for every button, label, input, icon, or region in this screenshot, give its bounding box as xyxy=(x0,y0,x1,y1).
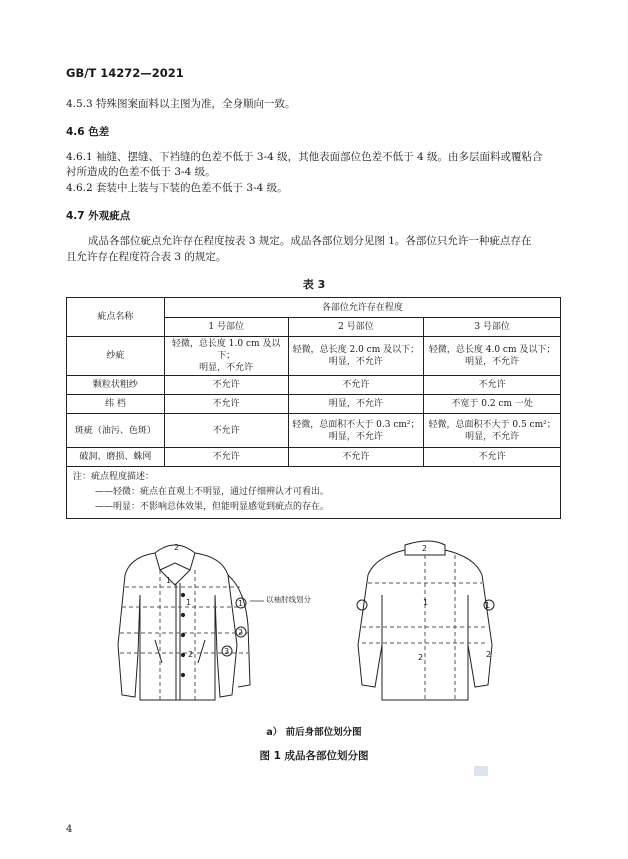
back-jacket-drawing xyxy=(357,541,494,700)
back-label: 2 xyxy=(422,544,428,553)
clause-4-7-line1: 成品各部位疵点允许存在程度按表 3 规定。成品各部位划分见图 1。各部位只允许一种疵点存在 xyxy=(88,235,532,247)
table-row xyxy=(67,337,561,376)
table-row xyxy=(67,376,561,395)
heading-4-7: 4.7 外观疵点 xyxy=(66,210,131,222)
clause-4-6-1-line1: 4.6.1 袖缝、摆缝、下裆缝的色差不低于 3-4 级，其他表面部位色差不低于 4 级。由多层面料或覆粘合 xyxy=(66,151,543,163)
table-cell: 不宽于 0.2 cm 一处 xyxy=(424,395,561,414)
col-header-defect: 疵点名称 xyxy=(67,298,165,337)
page-number: 4 xyxy=(66,824,73,835)
front-label: 1 xyxy=(166,576,172,585)
back-label: 1 xyxy=(423,598,429,607)
table-cell: 不允许 xyxy=(164,414,288,448)
table-cell: 不允许 xyxy=(424,448,561,467)
table-cell: 不允许 xyxy=(164,395,288,414)
table-cell: 不允许 xyxy=(288,448,424,467)
table-cell: 不允许 xyxy=(424,376,561,395)
front-label: 1 xyxy=(238,599,244,608)
defect-name: 斑疵（油污、色斑） xyxy=(67,414,165,448)
back-label: 1 xyxy=(485,601,491,610)
table-cell: 轻微，总长度 4.0 cm 及以下； 明显，不允许 xyxy=(424,337,561,376)
standard-code-header: GB/T 14272—2021 xyxy=(66,66,184,80)
back-label: 2 xyxy=(418,653,424,662)
note-title: 注：疵点程度描述： xyxy=(73,472,155,482)
table-cell: 轻微，总面积不大于 0.3 cm²； 明显，不允许 xyxy=(288,414,424,448)
figure-caption: 图 1 成品各部位划分图 xyxy=(259,750,369,762)
front-label: 2 xyxy=(188,650,194,659)
front-label: 3 xyxy=(224,647,230,656)
table-cell: 轻微，总面积不大于 0.5 cm²； 明显，不允许 xyxy=(424,414,561,448)
col-header-part-2: 2 号部位 xyxy=(288,318,424,337)
defect-name: 纬 档 xyxy=(67,395,165,414)
col-header-group: 各部位允许存在程度 xyxy=(164,298,560,318)
jacket-part-diagram xyxy=(100,535,520,715)
table-cell: 不允许 xyxy=(164,448,288,467)
front-label: 1 xyxy=(186,598,192,607)
elbow-line-annotation: 以袖肘线划分 xyxy=(266,595,311,604)
clause-4-7-line2: 且允许存在程度符合表 3 的规定。 xyxy=(66,251,227,263)
table-title: 表 3 xyxy=(302,278,326,291)
col-header-part-3: 3 号部位 xyxy=(424,318,561,337)
figure-subcaption: a） 前后身部位划分图 xyxy=(266,727,362,738)
table-cell: 不允许 xyxy=(164,376,288,395)
note-mild: ——轻微：疵点在直观上不明显，通过仔细辨认才可看出。 xyxy=(95,487,330,497)
table-row xyxy=(67,414,561,448)
table-row xyxy=(67,448,561,467)
heading-4-6: 4.6 色差 xyxy=(66,126,110,138)
defect-name: 纱疵 xyxy=(67,337,165,376)
table-cell: 轻微，总长度 1.0 cm 及以下； 明显，不允许 xyxy=(164,337,288,376)
col-header-part-1: 1 号部位 xyxy=(164,318,288,337)
clause-4-5-3: 4.5.3 特殊图案面料以主图为准，全身顺向一致。 xyxy=(66,98,296,110)
clause-4-6-1-line2: 衬所造成的色差不低于 3-4 级。 xyxy=(66,166,216,178)
front-label: 2 xyxy=(238,628,244,637)
defect-name: 破洞、磨损、蛛网 xyxy=(67,448,165,467)
table-cell: 不允许 xyxy=(288,376,424,395)
defect-name: 颗粒状粗纱 xyxy=(67,376,165,395)
table-cell: 轻微，总长度 2.0 cm 及以下； 明显，不允许 xyxy=(288,337,424,376)
back-label: 2 xyxy=(486,650,492,659)
defect-table xyxy=(66,297,561,519)
front-jacket-drawing xyxy=(118,545,250,700)
note-obvious: ——明显：不影响总体效果，但能明显感觉到疵点的存在。 xyxy=(95,502,330,512)
clause-4-6-2: 4.6.2 套装中上装与下装的色差不低于 3-4 级。 xyxy=(66,182,288,194)
table-cell: 明显，不允许 xyxy=(288,395,424,414)
table-note xyxy=(67,467,561,519)
front-label: 2 xyxy=(174,543,180,552)
table-row xyxy=(67,395,561,414)
watermark-icon xyxy=(474,766,488,776)
